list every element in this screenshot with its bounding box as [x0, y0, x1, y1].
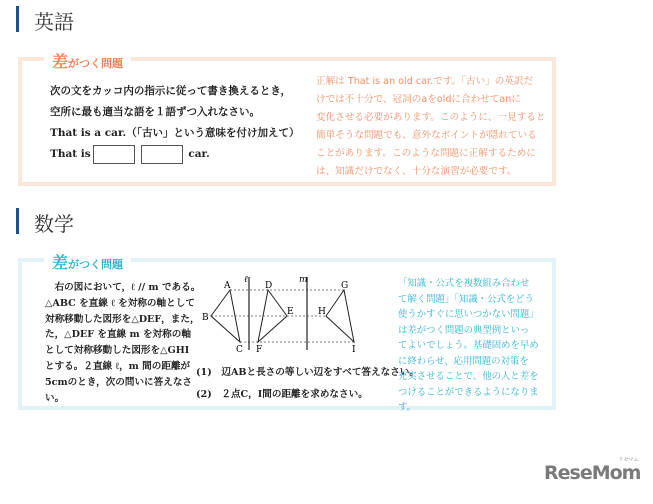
english-heading: 英語	[34, 10, 74, 34]
triangle-ghi	[326, 290, 354, 342]
resemom-logo: リセマム ReseMom	[544, 457, 641, 484]
box-label: 差がつく問題	[44, 250, 131, 273]
svg-text:ℓ: ℓ	[244, 275, 248, 285]
answer-line: That is car.	[50, 144, 299, 165]
svg-text:A: A	[224, 281, 231, 291]
question-line: 空所に最も適当な語を１語ずつ入れなさい。	[50, 106, 260, 118]
svg-text:m: m	[299, 275, 308, 285]
svg-text:F: F	[256, 345, 263, 355]
math-heading: 数学	[34, 212, 74, 236]
svg-text:B: B	[202, 313, 209, 323]
svg-text:C: C	[236, 345, 243, 355]
box-label: 差がつく問題	[44, 49, 131, 72]
question-line: That is a car.（「古い」という意味を付け加えて）	[50, 127, 300, 139]
math-note: 「知識・公式を複数組み合わせ て解く問題」「知識・公式をどう 使うかすぐに思いつかない問題」 は差がつく問題の典型例といっ てよいでしょう。基礎固めを早め に終わらせ、応用問題の対策を 充実させることで、他の人と差を つけることができるようになります。	[398, 278, 539, 413]
svg-text:E: E	[287, 307, 294, 317]
question-line: 次の文をカッコ内の指示に従って書き換えるとき，	[50, 85, 291, 97]
svg-text:G: G	[341, 281, 349, 291]
math-questions: (1) 辺ABと長さの等しい辺をすべて答えなさい。 (2) ２点C，I間の距離を求めなさい。	[196, 367, 419, 400]
svg-text:I: I	[352, 345, 356, 355]
english-note: 正解は That is an old car.です。「古い」の英訳だ けでは不十分で、冠詞のaをoldに合わせてanに 変化させる必要があります。このように、一見すると 簡単そうな問題でも、意外なポイントが隠れている ことがあります。このような問題に正解するために は、知識だけでなく、十分な演習が必要です。	[316, 76, 546, 177]
svg-text:H: H	[318, 307, 326, 317]
svg-text:D: D	[265, 281, 273, 291]
math-problem-text: 右の図において，ℓ // m である。 △ABC を直線 ℓ を対称の軸として 対称移動した図形を△DEF，また， た，△DEF を直線 m を対称の軸 として対称移動した図形を△GHI とする。２直線 ℓ，m 間の距離が 5cmのとき，次の問いに答えなさ い。	[45, 282, 201, 404]
